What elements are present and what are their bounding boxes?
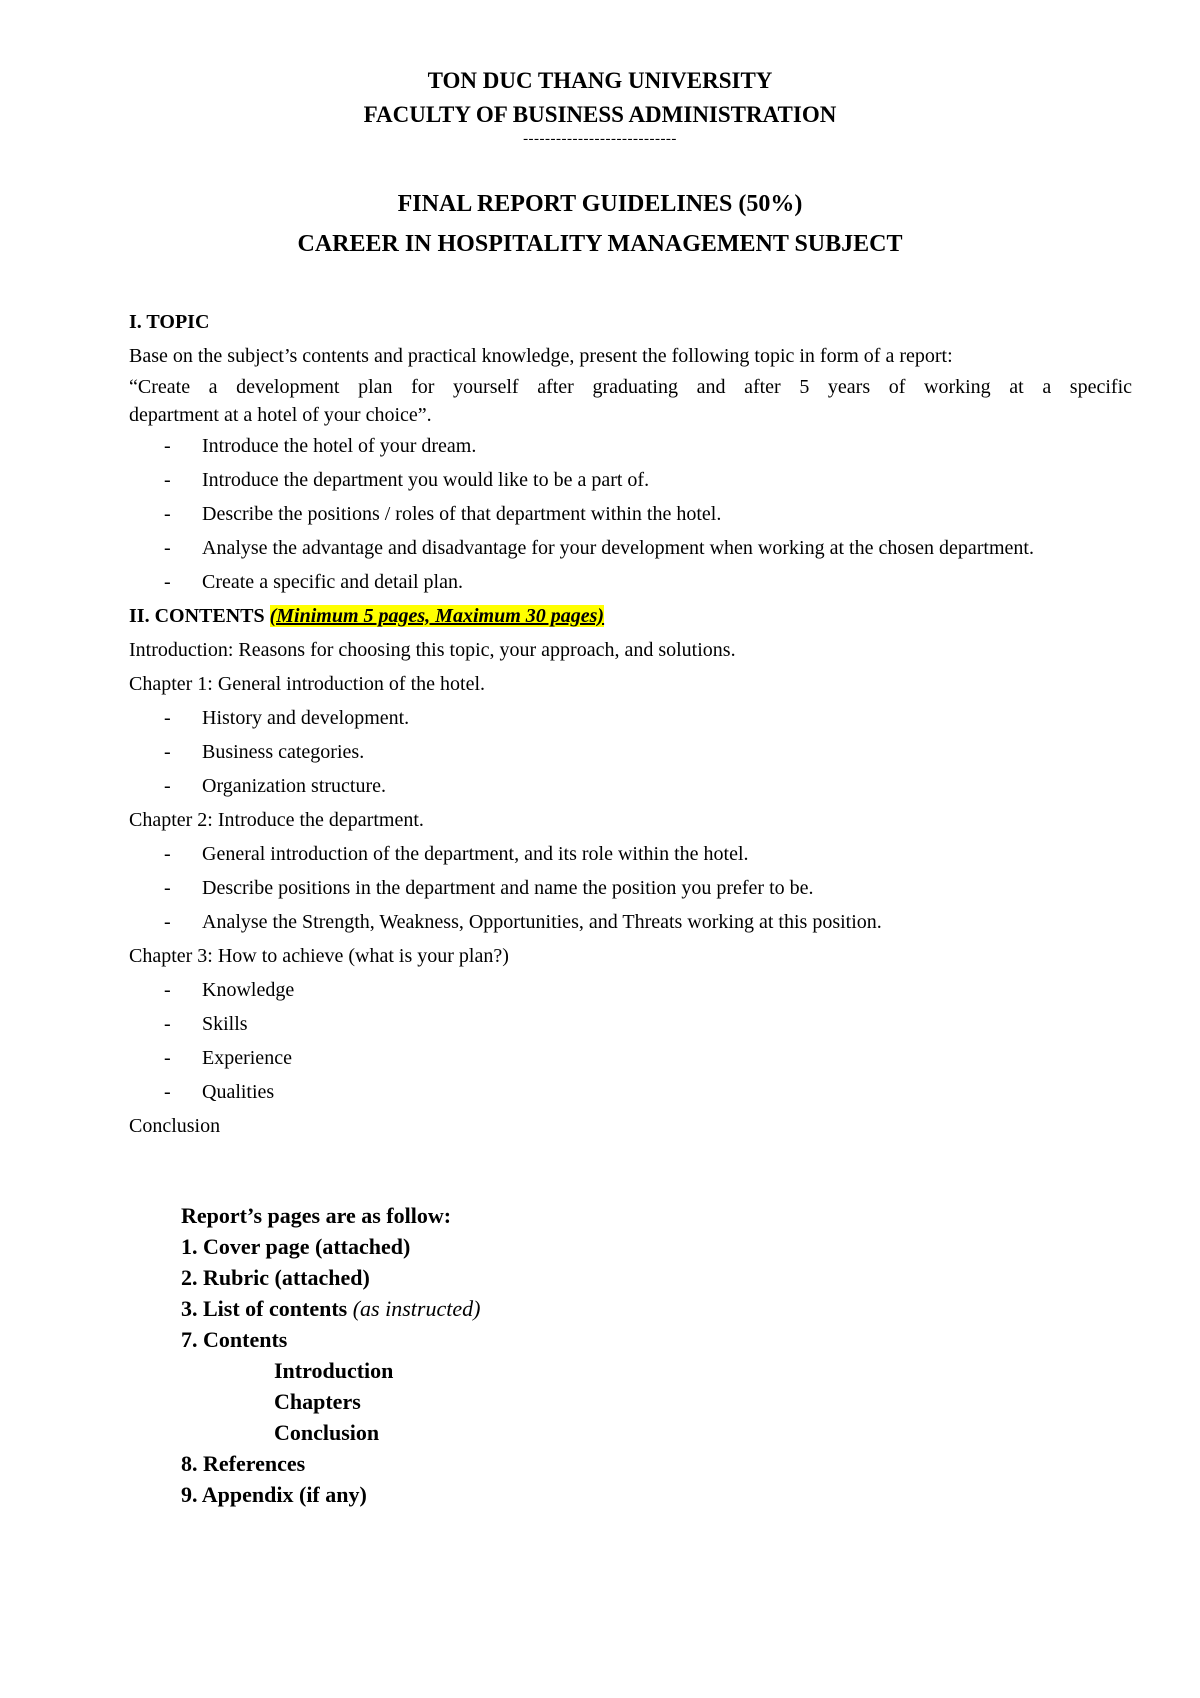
list-item: - Organization structure. xyxy=(164,775,387,797)
report-sub-chapters: Chapters xyxy=(274,1389,361,1414)
subject-title: CAREER IN HOSPITALITY MANAGEMENT SUBJECT xyxy=(297,231,903,257)
topic-bullet-list xyxy=(129,429,1132,599)
list-item: - Business categories. xyxy=(164,741,365,763)
report-item-cover: 1. Cover page (attached) xyxy=(181,1234,411,1259)
report-pages-list xyxy=(181,1200,480,1510)
list-item: - Analyse the Strength, Weakness, Opportunities, and Threats working at this position. xyxy=(164,911,882,933)
topic-intro: Base on the subject’s contents and practical knowledge, present the following topic in form of a report: xyxy=(129,345,953,367)
chapter2-heading: Chapter 2: Introduce the department. xyxy=(129,809,424,831)
list-item: - Create a specific and detail plan. xyxy=(164,571,463,593)
report-item-list-of-contents: 3. List of contents (as instructed) xyxy=(181,1296,481,1321)
header-divider: ---------------------------- xyxy=(523,131,677,147)
report-item-appendix: 9. Appendix (if any) xyxy=(181,1482,367,1507)
topic-quote-line2: department at a hotel of your choice”. xyxy=(129,404,432,426)
faculty-name: FACULTY OF BUSINESS ADMINISTRATION xyxy=(363,102,837,127)
list-item: - Skills xyxy=(164,1013,248,1035)
report-item-references: 8. References xyxy=(181,1451,306,1476)
report-pages-heading: Report’s pages are as follow: xyxy=(181,1203,452,1228)
chapter3-heading: Chapter 3: How to achieve (what is your plan?) xyxy=(129,945,509,967)
report-sub-conclusion: Conclusion xyxy=(274,1420,380,1445)
list-item: - General introduction of the department, and its role within the hotel. xyxy=(164,843,749,865)
chapter1-heading: Chapter 1: General introduction of the hotel. xyxy=(129,673,486,695)
list-item: - Introduce the hotel of your dream. xyxy=(164,435,477,457)
report-item-note: (as instructed) xyxy=(352,1296,481,1321)
chapter3-list xyxy=(129,973,1132,1109)
topic-heading: I. TOPIC xyxy=(129,311,210,333)
university-name: TON DUC THANG UNIVERSITY xyxy=(427,68,773,93)
list-item: - History and development. xyxy=(164,707,410,729)
topic-quote-line1: “Create a development plan for yourself after graduating and after 5 years of working at a specific xyxy=(129,376,1132,398)
report-item-rubric: 2. Rubric (attached) xyxy=(181,1265,370,1290)
report-item-contents: 7. Contents xyxy=(181,1327,288,1352)
list-item: - Qualities xyxy=(164,1081,275,1103)
list-item: - Describe the positions / roles of that department within the hotel. xyxy=(164,503,722,525)
contents-heading-line xyxy=(129,599,1132,633)
introduction-line: Introduction: Reasons for choosing this topic, your approach, and solutions. xyxy=(129,639,736,661)
list-item: - Introduce the department you would like to be a part of. xyxy=(164,469,650,491)
list-item: - Knowledge xyxy=(164,979,295,1001)
chapter2-list xyxy=(129,837,1132,939)
list-item: - Experience xyxy=(164,1047,292,1069)
document-title: FINAL REPORT GUIDELINES (50%) xyxy=(397,191,803,217)
list-item: - Analyse the advantage and disadvantage for your development when working at the chosen department. xyxy=(164,537,1034,559)
page-limit-highlight: (Minimum 5 pages, Maximum 30 pages) xyxy=(269,605,605,627)
topic-section xyxy=(129,305,1132,1143)
contents-heading: II. CONTENTS xyxy=(129,605,265,627)
conclusion-line: Conclusion xyxy=(129,1115,221,1137)
list-item: - Describe positions in the department and name the position you prefer to be. xyxy=(164,877,814,899)
report-sub-introduction: Introduction xyxy=(274,1358,394,1383)
chapter1-list xyxy=(129,701,1132,803)
